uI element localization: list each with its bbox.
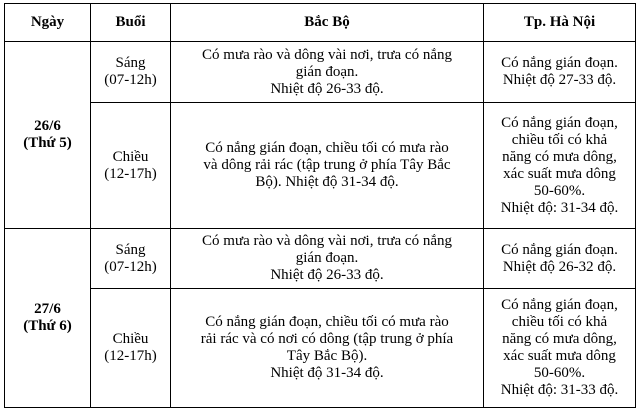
hanoi-forecast-cell	[484, 289, 636, 408]
north-forecast-cell	[171, 42, 484, 103]
north-text-line: Tây Bắc Bộ).	[286, 348, 368, 364]
table-row	[5, 42, 636, 103]
session-time: (12-17h)	[104, 165, 157, 182]
hanoi-text-line: năng có mưa dông,	[502, 331, 617, 347]
session-cell	[91, 229, 171, 289]
hanoi-text-line: Nhiệt độ 27-33 độ.	[502, 72, 617, 88]
weekday-value: (Thứ 6)	[23, 318, 72, 334]
session-time: (12-17h)	[104, 348, 157, 364]
north-forecast-cell	[171, 289, 484, 408]
header-hanoi: Tp. Hà Nội	[484, 4, 636, 42]
session-label: Chiều	[112, 148, 149, 165]
north-text-line: Có nắng gián đoạn, chiều tối có mưa rào	[205, 140, 449, 156]
date-cell	[5, 229, 91, 408]
north-text-line: Bộ). Nhiệt độ 31-34 độ.	[255, 174, 399, 190]
hanoi-forecast-cell	[484, 103, 636, 229]
date-value: 27/6	[34, 301, 61, 317]
header-row	[5, 4, 636, 42]
north-text-line: Có nắng gián đoạn, chiều tối có mưa rào	[205, 314, 449, 330]
table-row	[5, 229, 636, 289]
north-text-line: rải rác và có nơi có dông (tập trung ở phía	[200, 331, 454, 347]
north-text-line: gián đoạn.	[295, 63, 359, 80]
header-session: Buổi	[91, 4, 171, 42]
table-row	[5, 103, 636, 229]
session-time: (07-12h)	[104, 258, 157, 275]
hanoi-text-line: chiều tối có khả	[511, 131, 608, 148]
session-label: Chiều	[112, 331, 149, 347]
north-forecast-cell	[171, 229, 484, 289]
hanoi-text-line: Nhiệt độ: 31-33 độ.	[500, 382, 619, 398]
session-time: (07-12h)	[104, 72, 157, 88]
north-forecast-cell	[171, 103, 484, 229]
weekday-value: (Thứ 5)	[23, 135, 72, 151]
north-text-line: Nhiệt độ 26-33 độ.	[270, 267, 384, 283]
session-label: Sáng	[115, 241, 146, 258]
weather-forecast-table	[4, 3, 636, 408]
session-label: Sáng	[115, 55, 146, 71]
header-north: Bắc Bộ	[171, 4, 484, 42]
hanoi-text-line: Nhiệt độ: 31-34 độ.	[500, 199, 619, 216]
hanoi-text-line: chiều tối có khả	[511, 314, 608, 330]
date-cell	[5, 42, 91, 229]
hanoi-text-line: Có nắng gián đoạn,	[501, 114, 618, 131]
session-cell	[91, 103, 171, 229]
hanoi-text-line: xác suất mưa dông	[503, 165, 616, 182]
north-text-line: Có mưa rào và dông vài nơi, trưa có nắng	[202, 46, 452, 63]
hanoi-text-line: Có nắng gián đoạn.	[501, 241, 618, 258]
table-row	[5, 289, 636, 408]
north-text-line: Nhiệt độ 26-33 độ.	[270, 80, 384, 97]
hanoi-text-line: năng có mưa dông,	[502, 148, 617, 165]
hanoi-forecast-cell	[484, 229, 636, 289]
hanoi-text-line: Nhiệt độ 26-32 độ.	[502, 258, 617, 275]
date-value: 26/6	[34, 118, 61, 134]
hanoi-forecast-cell	[484, 42, 636, 103]
header-date: Ngày	[5, 4, 91, 42]
north-text-line: Có mưa rào và dông vài nơi, trưa có nắng	[202, 233, 452, 249]
hanoi-text-line: 50-60%.	[533, 365, 586, 381]
hanoi-text-line: Có nắng gián đoạn.	[501, 55, 618, 71]
north-text-line: gián đoạn.	[295, 250, 359, 266]
hanoi-text-line: xác suất mưa dông	[503, 348, 616, 364]
session-cell	[91, 42, 171, 103]
hanoi-text-line: 50-60%.	[533, 182, 586, 199]
session-cell	[91, 289, 171, 408]
north-text-line: và dông rải rác (tập trung ở phía Tây Bắc	[203, 157, 451, 173]
hanoi-text-line: Có nắng gián đoạn,	[501, 297, 618, 313]
north-text-line: Nhiệt độ 31-34 độ.	[270, 365, 384, 381]
